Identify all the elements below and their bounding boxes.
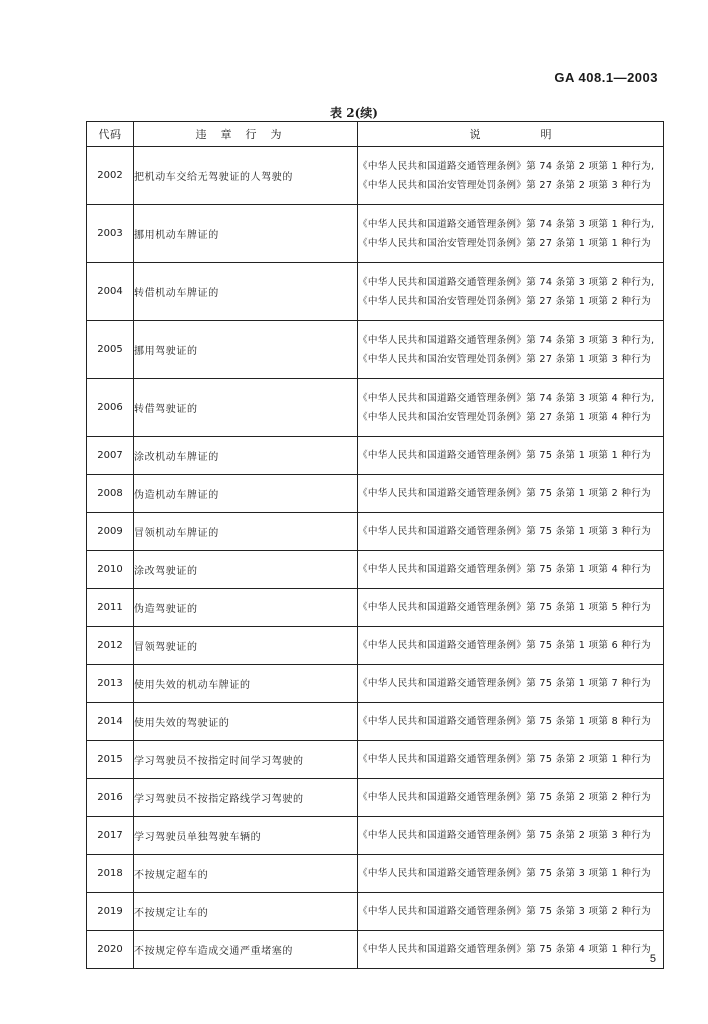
row-code: 2012 bbox=[87, 627, 134, 665]
row-description: 《中华人民共和国道路交通管理条例》第 75 条第 2 项第 2 种行为 bbox=[358, 779, 664, 817]
table-row bbox=[87, 475, 664, 513]
row-code: 2011 bbox=[87, 589, 134, 627]
table-row bbox=[87, 379, 664, 437]
row-code: 2008 bbox=[87, 475, 134, 513]
table-header-row bbox=[87, 122, 664, 147]
row-description: 《中华人民共和国道路交通管理条例》第 75 条第 2 项第 1 种行为 bbox=[358, 741, 664, 779]
row-description: 《中华人民共和国道路交通管理条例》第 75 条第 1 项第 6 种行为 bbox=[358, 627, 664, 665]
row-violation: 涂改驾驶证的 bbox=[134, 551, 358, 589]
table-row bbox=[87, 893, 664, 931]
row-code: 2009 bbox=[87, 513, 134, 551]
row-violation: 冒领机动车牌证的 bbox=[134, 513, 358, 551]
row-code: 2002 bbox=[87, 147, 134, 205]
table-row bbox=[87, 931, 664, 969]
row-description: 《中华人民共和国道路交通管理条例》第 74 条第 3 项第 2 种行为,《中华人民共和国治安管理处罚条例》第 27 条第 1 项第 2 种行为 bbox=[358, 263, 664, 321]
row-violation: 使用失效的机动车牌证的 bbox=[134, 665, 358, 703]
table-row bbox=[87, 513, 664, 551]
violations-table bbox=[86, 121, 664, 969]
row-violation: 不按规定停车造成交通严重堵塞的 bbox=[134, 931, 358, 969]
row-violation: 学习驾驶员单独驾驶车辆的 bbox=[134, 817, 358, 855]
row-description: 《中华人民共和国道路交通管理条例》第 75 条第 4 项第 1 种行为 bbox=[358, 931, 664, 969]
row-violation: 不按规定超车的 bbox=[134, 855, 358, 893]
row-violation: 伪造机动车牌证的 bbox=[134, 475, 358, 513]
row-violation: 挪用机动车牌证的 bbox=[134, 205, 358, 263]
row-description: 《中华人民共和国道路交通管理条例》第 75 条第 1 项第 1 种行为 bbox=[358, 437, 664, 475]
row-violation: 挪用驾驶证的 bbox=[134, 321, 358, 379]
table-caption: 表 2(续) bbox=[330, 106, 378, 120]
table-row bbox=[87, 627, 664, 665]
row-description: 《中华人民共和国道路交通管理条例》第 75 条第 3 项第 1 种行为 bbox=[358, 855, 664, 893]
table-row bbox=[87, 779, 664, 817]
standard-number: GA 408.1—2003 bbox=[554, 70, 658, 85]
table-row bbox=[87, 437, 664, 475]
row-code: 2013 bbox=[87, 665, 134, 703]
row-code: 2015 bbox=[87, 741, 134, 779]
table-row bbox=[87, 703, 664, 741]
row-code: 2018 bbox=[87, 855, 134, 893]
column-header-violation: 违章行为 bbox=[134, 122, 358, 147]
row-description: 《中华人民共和国道路交通管理条例》第 75 条第 1 项第 5 种行为 bbox=[358, 589, 664, 627]
row-description: 《中华人民共和国道路交通管理条例》第 75 条第 1 项第 4 种行为 bbox=[358, 551, 664, 589]
table-row bbox=[87, 665, 664, 703]
row-code: 2017 bbox=[87, 817, 134, 855]
row-code: 2007 bbox=[87, 437, 134, 475]
table-row bbox=[87, 589, 664, 627]
row-violation: 涂改机动车牌证的 bbox=[134, 437, 358, 475]
table-row bbox=[87, 147, 664, 205]
row-code: 2006 bbox=[87, 379, 134, 437]
row-code: 2016 bbox=[87, 779, 134, 817]
row-violation: 把机动车交给无驾驶证的人驾驶的 bbox=[134, 147, 358, 205]
row-description: 《中华人民共和国道路交通管理条例》第 75 条第 1 项第 2 种行为 bbox=[358, 475, 664, 513]
table-row bbox=[87, 263, 664, 321]
table-row bbox=[87, 741, 664, 779]
row-violation: 伪造驾驶证的 bbox=[134, 589, 358, 627]
row-code: 2014 bbox=[87, 703, 134, 741]
row-description: 《中华人民共和国道路交通管理条例》第 75 条第 1 项第 3 种行为 bbox=[358, 513, 664, 551]
table-row bbox=[87, 321, 664, 379]
row-violation: 转借驾驶证的 bbox=[134, 379, 358, 437]
row-violation: 学习驾驶员不按指定时间学习驾驶的 bbox=[134, 741, 358, 779]
row-description: 《中华人民共和国道路交通管理条例》第 75 条第 1 项第 8 种行为 bbox=[358, 703, 664, 741]
row-code: 2019 bbox=[87, 893, 134, 931]
row-code: 2004 bbox=[87, 263, 134, 321]
row-code: 2020 bbox=[87, 931, 134, 969]
row-violation: 使用失效的驾驶证的 bbox=[134, 703, 358, 741]
row-violation: 不按规定让车的 bbox=[134, 893, 358, 931]
row-description: 《中华人民共和国道路交通管理条例》第 74 条第 3 项第 1 种行为,《中华人民共和国治安管理处罚条例》第 27 条第 1 项第 1 种行为 bbox=[358, 205, 664, 263]
row-description: 《中华人民共和国道路交通管理条例》第 75 条第 1 项第 7 种行为 bbox=[358, 665, 664, 703]
row-code: 2010 bbox=[87, 551, 134, 589]
column-header-description: 说明 bbox=[358, 122, 664, 147]
table-row bbox=[87, 551, 664, 589]
row-code: 2003 bbox=[87, 205, 134, 263]
table-body bbox=[87, 147, 664, 969]
row-violation: 冒领驾驶证的 bbox=[134, 627, 358, 665]
row-violation: 转借机动车牌证的 bbox=[134, 263, 358, 321]
page-number: 5 bbox=[649, 953, 656, 965]
row-violation: 学习驾驶员不按指定路线学习驾驶的 bbox=[134, 779, 358, 817]
table-row bbox=[87, 855, 664, 893]
row-description: 《中华人民共和国道路交通管理条例》第 74 条第 3 项第 4 种行为,《中华人民共和国治安管理处罚条例》第 27 条第 1 项第 4 种行为 bbox=[358, 379, 664, 437]
table-row bbox=[87, 817, 664, 855]
column-header-code: 代码 bbox=[87, 122, 134, 147]
row-description: 《中华人民共和国道路交通管理条例》第 75 条第 3 项第 2 种行为 bbox=[358, 893, 664, 931]
row-description: 《中华人民共和国道路交通管理条例》第 75 条第 2 项第 3 种行为 bbox=[358, 817, 664, 855]
row-description: 《中华人民共和国道路交通管理条例》第 74 条第 2 项第 1 种行为,《中华人民共和国治安管理处罚条例》第 27 条第 2 项第 3 种行为 bbox=[358, 147, 664, 205]
row-description: 《中华人民共和国道路交通管理条例》第 74 条第 3 项第 3 种行为,《中华人民共和国治安管理处罚条例》第 27 条第 1 项第 3 种行为 bbox=[358, 321, 664, 379]
row-code: 2005 bbox=[87, 321, 134, 379]
table-row bbox=[87, 205, 664, 263]
